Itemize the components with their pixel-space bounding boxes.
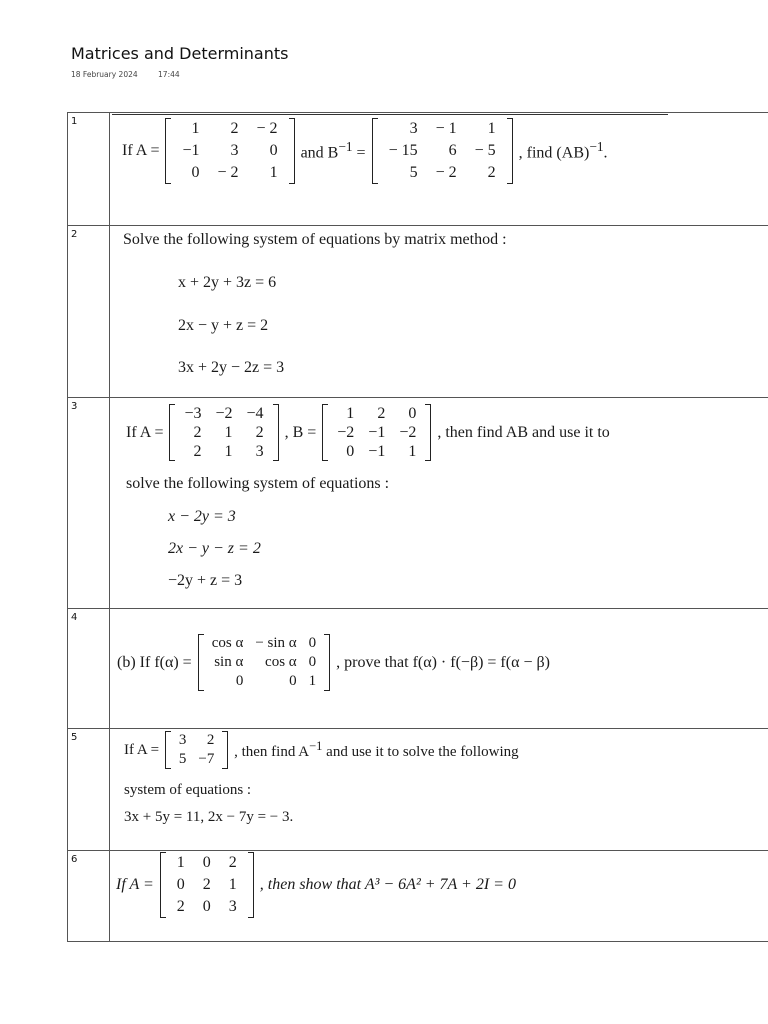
matrix-cell: 0 (308, 635, 317, 651)
matrix-a (165, 731, 228, 769)
matrix-cell: 1 (487, 120, 496, 137)
page-date: 18 February 2024 (71, 70, 138, 79)
matrix-cell: 1 (346, 405, 355, 422)
matrix-cell: 6 (448, 142, 457, 159)
matrix-cell: 0 (235, 673, 244, 689)
matrix-cell: −1 (368, 443, 386, 460)
matrix-cell: − 2 (256, 120, 278, 137)
matrix-cell: 1 (269, 164, 278, 181)
q2-equation: x + 2y + 3z = 6 (178, 274, 277, 291)
matrix-cell: 3 (409, 120, 418, 137)
q5-suffix: , then find $A^{-1}$ and use it to solve the following (234, 739, 519, 760)
matrix-b (322, 404, 431, 461)
matrix-cell: −1 (182, 142, 200, 159)
question-6 (116, 852, 516, 918)
matrix-cell: 1 (408, 443, 417, 460)
matrix-cell: −2 (215, 405, 233, 422)
q3-equation: x − 2y = 3 (168, 508, 236, 525)
matrix-cell: −2 (399, 424, 417, 441)
matrix-cell: cos α (211, 635, 244, 651)
matrix-cell: −4 (246, 405, 264, 422)
matrix-a (165, 118, 294, 184)
matrix-b-inverse (372, 118, 513, 184)
matrix-cell: 1 (191, 120, 200, 137)
q1-suffix: , find (AB)$^{-1}$. (518, 139, 608, 162)
matrix-cell: 0 (408, 405, 417, 422)
row-number: 4 (71, 612, 78, 623)
question-3 (126, 404, 610, 461)
matrix-cell: 2 (487, 164, 496, 181)
q3-prefix: If A = (126, 423, 164, 441)
matrix-cell: 2 (255, 424, 264, 441)
matrix-cell: 0 (202, 898, 211, 915)
matrix-cell: − 5 (474, 142, 496, 159)
matrix-cell: 0 (308, 654, 317, 670)
matrix-cell: 2 (193, 443, 202, 460)
matrix-cell: − sin α (255, 635, 297, 651)
question-4 (117, 634, 550, 691)
matrix-cell: 2 (377, 405, 386, 422)
matrix-cell: 1 (224, 443, 233, 460)
matrix-cell: −2 (337, 424, 355, 441)
matrix-cell: 5 (178, 751, 187, 767)
matrix-cell: −1 (368, 424, 386, 441)
matrix-cell: 2 (202, 876, 211, 893)
matrix-cell: 3 (228, 898, 237, 915)
matrix-cell: − 2 (435, 164, 457, 181)
matrix-cell: 0 (346, 443, 355, 460)
question-5 (124, 731, 519, 769)
matrix-cell: 2 (176, 898, 185, 915)
q5-line2: system of equations : (124, 782, 252, 798)
q3-equation: 2x − y − z = 2 (168, 540, 261, 557)
matrix-a (160, 852, 254, 918)
matrix-cell: 3 (230, 142, 239, 159)
matrix-f-alpha (198, 634, 330, 691)
matrix-cell: 0 (202, 854, 211, 871)
q6-prefix: If A = (116, 876, 154, 893)
matrix-cell: − 15 (388, 142, 418, 159)
question-1 (122, 118, 608, 184)
matrix-cell: 1 (224, 424, 233, 441)
q5-prefix: If A = (124, 741, 160, 758)
matrix-cell: − 1 (435, 120, 457, 137)
matrix-cell: 0 (289, 673, 297, 689)
matrix-cell: 1 (308, 673, 317, 689)
matrix-cell: 3 (178, 732, 187, 748)
q4-suffix: , prove that f(α) · f(−β) = f(α − β) (336, 653, 550, 671)
matrix-cell: 2 (193, 424, 202, 441)
q3-middle: , B = (284, 423, 317, 441)
page-title: Matrices and Determinants (71, 44, 289, 63)
q6-suffix: , then show that A³ − 6A² + 7A + 2I = 0 (259, 876, 516, 893)
matrix-cell: 0 (191, 164, 200, 181)
page-meta (71, 70, 198, 79)
matrix-cell: 0 (269, 142, 278, 159)
matrix-cell: 1 (176, 854, 185, 871)
matrix-cell: 2 (206, 732, 215, 748)
matrix-cell: 2 (230, 120, 239, 137)
q2-intro: Solve the following system of equations by matrix method : (123, 231, 507, 248)
q2-equation: 2x − y + z = 2 (178, 317, 269, 334)
matrix-cell: 3 (255, 443, 264, 460)
matrix-cell: cos α (265, 654, 297, 670)
matrix-cell: − 2 (217, 164, 239, 181)
page-time: 17:44 (158, 70, 180, 79)
matrix-cell: 1 (228, 876, 237, 893)
q3-equation: −2y + z = 3 (168, 572, 243, 589)
divider (112, 114, 668, 115)
row-number: 1 (71, 116, 78, 127)
q5-line3: 3x + 5y = 11, 2x − 7y = − 3. (124, 809, 294, 825)
q1-middle: and $B^{-1}$ = (300, 139, 366, 162)
row-number: 2 (71, 229, 78, 240)
matrix-a (169, 404, 278, 461)
q3-suffix: , then find AB and use it to (437, 423, 610, 441)
matrix-cell: sin α (214, 654, 244, 670)
matrix-cell: −3 (184, 405, 202, 422)
matrix-cell: 5 (409, 164, 418, 181)
row-number: 6 (71, 854, 78, 865)
questions-table (67, 112, 768, 942)
matrix-cell: 0 (176, 876, 185, 893)
q2-equation: 3x + 2y − 2z = 3 (178, 359, 285, 376)
matrix-cell: 2 (228, 854, 237, 871)
q1-prefix: If A = (122, 142, 160, 159)
row-number: 5 (71, 732, 78, 743)
q3-line2: solve the following system of equations : (126, 475, 390, 492)
row-number: 3 (71, 401, 78, 412)
matrix-cell: −7 (198, 751, 215, 767)
q4-prefix: (b) If f(α) = (117, 653, 192, 671)
